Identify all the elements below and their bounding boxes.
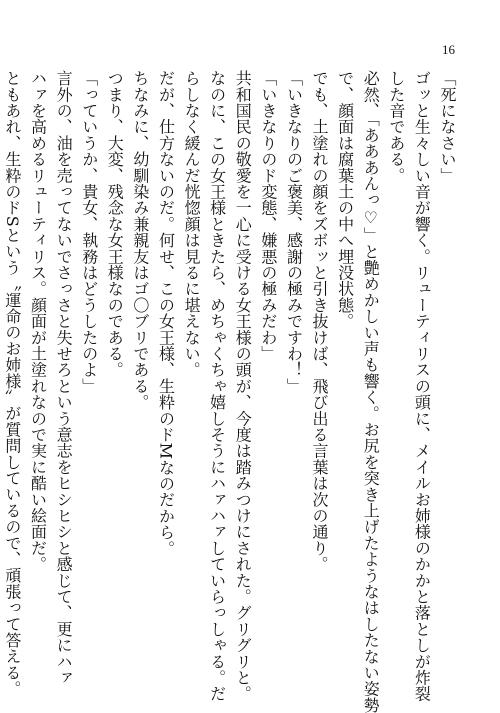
- page-number: 16: [442, 42, 455, 57]
- text-line: した音である。: [386, 70, 406, 184]
- text-line: 「っていうか、貴女、執務はどうしたのよ」: [79, 70, 99, 394]
- text-line: ハァを高めるリューティリス。顔面が土塗れなので実に酷い絵面だ。: [28, 70, 48, 573]
- text-line: だが、仕方ないのだ。何せ、この女王様、生粋のドMなのだから。: [156, 70, 176, 557]
- text-line: 「いきなりのド変態、嫌悪の極みだわ」: [258, 70, 278, 362]
- text-line: つまり、大変、残念な女王様なのである。: [105, 70, 125, 378]
- text-line: 共和国民の敬愛を一心に受ける女王様の頭が、今度は踏みつけにされた。グリグリと。: [233, 70, 253, 702]
- text-line: ゴッと生々しい音が響く。リューティリスの頭に、メイルお姉様のかかと落としが炸裂: [412, 70, 432, 702]
- text-line: なのに、この女王様ときたら、めちゃくちゃ嬉しそうにハァハァしていらっしゃる。だ: [207, 70, 227, 702]
- body-text: [0, 70, 460, 713]
- text-line: 必然、「あああんっ♡」と艶めかしい声も響く。お尻を突き上げたようなはしたない姿勢: [361, 70, 381, 713]
- text-line: ちなみに、幼馴染み兼親友はゴ〇ブリである。: [130, 70, 150, 411]
- text-line: 「いきなりのご褒美、感謝の極みですわ！」: [284, 70, 304, 394]
- text-line: 「死になさい」: [438, 70, 457, 184]
- text-line: で、顔面は腐葉土の中へ埋没状態。: [335, 70, 355, 330]
- text-line: でも、土塗れの顔をズボッと引き抜けば、飛び出る言葉は次の通り。: [310, 70, 330, 573]
- text-line: 言外の、油を売ってないでさっさと失せろという意志をヒシヒシと感じて、更にハァ: [54, 70, 74, 686]
- text-line: ともあれ、生粋のドSという〝運命のお姉様〟が質問しているので、頑張って答える。: [2, 70, 22, 697]
- text-line: らしなく緩んだ恍惚顔は見るに堪えない。: [182, 70, 202, 378]
